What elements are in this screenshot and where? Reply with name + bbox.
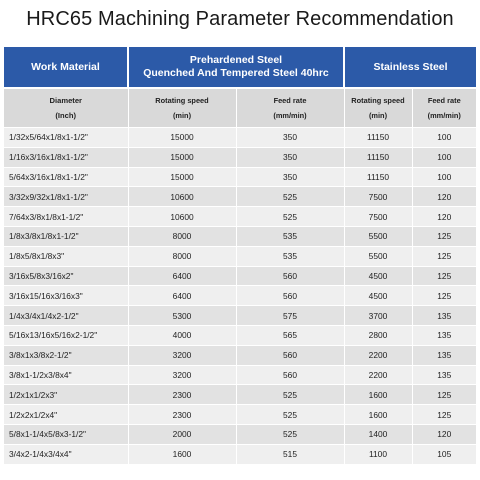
- prehardened-feed-cell: 575: [236, 306, 344, 326]
- diameter-cell: 1/2x1x1/2x3": [4, 385, 128, 405]
- prehardened-steel-header: [128, 47, 344, 88]
- prehardened-rotating-speed-header: [128, 88, 236, 128]
- table-row: [4, 226, 476, 246]
- rotating-speed-unit: (min): [172, 111, 192, 120]
- diameter-cell: 1/8x5/8x1/8x3": [4, 246, 128, 266]
- stainless-speed-cell: 3700: [344, 306, 412, 326]
- stainless-speed-cell: 1600: [344, 405, 412, 425]
- page-title: HRC65 Machining Parameter Recommendation: [26, 8, 454, 30]
- table-row: [4, 266, 476, 286]
- prehardened-speed-cell: 2300: [128, 385, 236, 405]
- prehardened-speed-cell: 5300: [128, 306, 236, 326]
- prehardened-speed-cell: 8000: [128, 246, 236, 266]
- table-row: [4, 405, 476, 425]
- prehardened-feed-cell: 350: [236, 147, 344, 167]
- quenched-tempered-label: Quenched And Tempered Steel 40hrc: [143, 67, 329, 79]
- column-header-row: [4, 88, 476, 128]
- diameter-unit: (Inch): [55, 111, 77, 120]
- table-row: [4, 246, 476, 266]
- table-row: [4, 167, 476, 187]
- stainless-feed-cell: 125: [412, 226, 476, 246]
- diameter-cell: 3/32x9/32x1/8x1-1/2": [4, 187, 128, 207]
- table-row: [4, 385, 476, 405]
- prehardened-speed-cell: 6400: [128, 286, 236, 306]
- stainless-feed-cell: 120: [412, 187, 476, 207]
- prehardened-speed-cell: 3200: [128, 345, 236, 365]
- machining-parameter-table: [4, 47, 476, 465]
- stainless-feed-cell: 120: [412, 424, 476, 444]
- rotating-speed-unit: (min): [368, 111, 388, 120]
- diameter-cell: 3/8x1x3/8x2-1/2": [4, 345, 128, 365]
- material-header-row: [4, 47, 476, 88]
- prehardened-speed-cell: 2300: [128, 405, 236, 425]
- prehardened-feed-cell: 535: [236, 226, 344, 246]
- prehardened-feed-cell: 350: [236, 167, 344, 187]
- feed-rate-unit: (mm/min): [427, 111, 461, 120]
- prehardened-speed-cell: 8000: [128, 226, 236, 246]
- stainless-feed-cell: 100: [412, 167, 476, 187]
- stainless-feed-cell: 135: [412, 345, 476, 365]
- stainless-feed-cell: 135: [412, 306, 476, 326]
- stainless-speed-cell: 11150: [344, 128, 412, 148]
- stainless-speed-cell: 5500: [344, 226, 412, 246]
- stainless-feed-rate-header: [412, 88, 476, 128]
- stainless-speed-cell: 1400: [344, 424, 412, 444]
- stainless-feed-cell: 100: [412, 147, 476, 167]
- table-body: [4, 128, 476, 465]
- stainless-rotating-speed-header: [344, 88, 412, 128]
- stainless-feed-cell: 125: [412, 286, 476, 306]
- stainless-feed-cell: 100: [412, 128, 476, 148]
- diameter-column-header: [4, 88, 128, 128]
- diameter-cell: 3/16x15/16x3/16x3": [4, 286, 128, 306]
- feed-rate-label: Feed rate: [427, 96, 461, 105]
- diameter-cell: 7/64x3/8x1/8x1-1/2": [4, 207, 128, 227]
- stainless-speed-cell: 1600: [344, 385, 412, 405]
- work-material-header: Work Material: [4, 47, 128, 88]
- stainless-feed-cell: 135: [412, 365, 476, 385]
- prehardened-speed-cell: 10600: [128, 187, 236, 207]
- prehardened-speed-cell: 15000: [128, 128, 236, 148]
- table-row: [4, 286, 476, 306]
- diameter-cell: 5/16x13/16x5/16x2-1/2": [4, 325, 128, 345]
- diameter-cell: 3/8x1-1/2x3/8x4": [4, 365, 128, 385]
- table-row: [4, 187, 476, 207]
- diameter-cell: 3/16x5/8x3/16x2": [4, 266, 128, 286]
- prehardened-speed-cell: 3200: [128, 365, 236, 385]
- prehardened-feed-cell: 560: [236, 266, 344, 286]
- diameter-cell: 1/2x2x1/2x4": [4, 405, 128, 425]
- stainless-feed-cell: 135: [412, 325, 476, 345]
- prehardened-feed-cell: 525: [236, 405, 344, 425]
- stainless-feed-cell: 125: [412, 266, 476, 286]
- prehardened-steel-label: Prehardened Steel: [189, 54, 283, 66]
- table-row: [4, 147, 476, 167]
- table-row: [4, 444, 476, 464]
- prehardened-feed-cell: 525: [236, 385, 344, 405]
- prehardened-feed-cell: 535: [236, 246, 344, 266]
- prehardened-feed-cell: 560: [236, 345, 344, 365]
- diameter-label: Diameter: [49, 96, 82, 105]
- prehardened-speed-cell: 10600: [128, 207, 236, 227]
- diameter-cell: 1/4x3/4x1/4x2-1/2": [4, 306, 128, 326]
- feed-rate-label: Feed rate: [273, 96, 307, 105]
- diameter-cell: 1/8x3/8x1/8x1-1/2": [4, 226, 128, 246]
- stainless-speed-cell: 7500: [344, 187, 412, 207]
- rotating-speed-label: Rotating speed: [351, 96, 405, 105]
- table-row: [4, 325, 476, 345]
- stainless-speed-cell: 11150: [344, 147, 412, 167]
- stainless-feed-cell: 105: [412, 444, 476, 464]
- rotating-speed-label: Rotating speed: [155, 96, 209, 105]
- stainless-speed-cell: 2800: [344, 325, 412, 345]
- prehardened-speed-cell: 1600: [128, 444, 236, 464]
- table-row: [4, 365, 476, 385]
- stainless-feed-cell: 125: [412, 405, 476, 425]
- table-row: [4, 128, 476, 148]
- prehardened-feed-cell: 525: [236, 207, 344, 227]
- prehardened-speed-cell: 15000: [128, 147, 236, 167]
- table-row: [4, 207, 476, 227]
- prehardened-speed-cell: 6400: [128, 266, 236, 286]
- stainless-speed-cell: 7500: [344, 207, 412, 227]
- stainless-feed-cell: 125: [412, 385, 476, 405]
- prehardened-feed-cell: 565: [236, 325, 344, 345]
- diameter-cell: 5/8x1-1/4x5/8x3-1/2": [4, 424, 128, 444]
- stainless-speed-cell: 4500: [344, 286, 412, 306]
- prehardened-feed-cell: 350: [236, 128, 344, 148]
- stainless-speed-cell: 11150: [344, 167, 412, 187]
- prehardened-speed-cell: 2000: [128, 424, 236, 444]
- table-row: [4, 345, 476, 365]
- diameter-cell: 5/64x3/16x1/8x1-1/2": [4, 167, 128, 187]
- stainless-speed-cell: 2200: [344, 345, 412, 365]
- stainless-steel-header: Stainless Steel: [344, 47, 476, 88]
- prehardened-feed-cell: 560: [236, 286, 344, 306]
- feed-rate-unit: (mm/min): [273, 111, 307, 120]
- diameter-cell: 1/16x3/16x1/8x1-1/2": [4, 147, 128, 167]
- prehardened-feed-cell: 560: [236, 365, 344, 385]
- prehardened-feed-cell: 525: [236, 424, 344, 444]
- prehardened-feed-cell: 515: [236, 444, 344, 464]
- diameter-cell: 1/32x5/64x1/8x1-1/2": [4, 128, 128, 148]
- stainless-feed-cell: 125: [412, 246, 476, 266]
- table-row: [4, 306, 476, 326]
- stainless-speed-cell: 4500: [344, 266, 412, 286]
- prehardened-speed-cell: 15000: [128, 167, 236, 187]
- stainless-speed-cell: 5500: [344, 246, 412, 266]
- table-row: [4, 424, 476, 444]
- prehardened-feed-rate-header: [236, 88, 344, 128]
- prehardened-feed-cell: 525: [236, 187, 344, 207]
- diameter-cell: 3/4x2-1/4x3/4x4": [4, 444, 128, 464]
- stainless-speed-cell: 2200: [344, 365, 412, 385]
- stainless-feed-cell: 120: [412, 207, 476, 227]
- prehardened-speed-cell: 4000: [128, 325, 236, 345]
- stainless-speed-cell: 1100: [344, 444, 412, 464]
